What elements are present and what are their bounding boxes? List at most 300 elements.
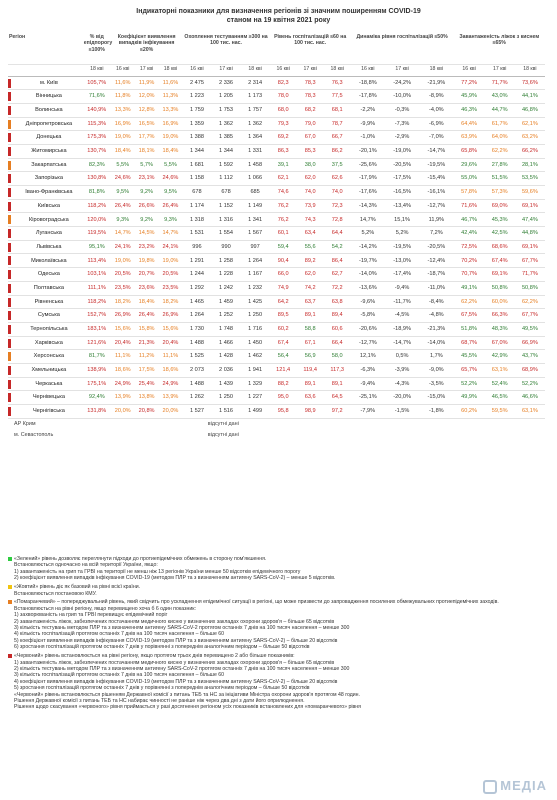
value-cell: -15,0% <box>419 391 453 405</box>
value-cell: 19,0% <box>159 254 183 268</box>
subheader-date: 18 кві <box>159 64 183 76</box>
value-cell: 74,0 <box>324 186 351 200</box>
value-cell: 66,7 <box>324 131 351 145</box>
value-cell: 1 205 <box>212 90 241 104</box>
table-row <box>8 103 545 117</box>
value-cell: 19,8% <box>135 254 159 268</box>
table-row <box>8 240 545 254</box>
value-cell: 9,5% <box>159 186 183 200</box>
value-cell: -2,2% <box>351 103 385 117</box>
value-cell: 20,0% <box>159 405 183 419</box>
value-cell: 74,9 <box>270 281 297 295</box>
value-cell: 1 488 <box>182 336 211 350</box>
value-cell: 46,3% <box>454 103 485 117</box>
value-cell: -10,0% <box>385 90 419 104</box>
value-cell: 24,1% <box>111 240 135 254</box>
value-cell: 16,9% <box>111 117 135 131</box>
value-cell: 20,8% <box>135 405 159 419</box>
value-cell: -24,2% <box>385 76 419 90</box>
value-cell: 1 499 <box>241 405 270 419</box>
value-cell: 1 264 <box>182 309 211 323</box>
value-cell: 1 554 <box>212 227 241 241</box>
value-cell: 17,7% <box>135 131 159 145</box>
value-cell: -17,6% <box>351 186 385 200</box>
value-cell: 14,7% <box>351 213 385 227</box>
value-cell: 140,9% <box>83 103 111 117</box>
value-cell: 1 730 <box>182 322 211 336</box>
table-row <box>8 377 545 391</box>
title-line-1: Індикаторні показники для визначення регіонів зі значним поширенням COVID-19 <box>136 8 421 15</box>
legend-notes <box>8 556 548 713</box>
region-cell <box>8 213 83 227</box>
value-cell: 1 488 <box>182 377 211 391</box>
value-cell: 62,0 <box>297 268 324 282</box>
value-cell: 1 462 <box>241 350 270 364</box>
value-cell: 46,8% <box>515 103 545 117</box>
value-cell: 63,2% <box>515 131 545 145</box>
value-cell: 2 475 <box>182 76 211 90</box>
note-line: «Помаранчевий» – попереджувальний рівень, який свідчить про ускладнення епідемічної ситуації в регіоні, що може призвести до запровадження посилених обмежувальних протиепідемічних заходів. <box>14 599 499 606</box>
value-cell: 66,3% <box>485 309 515 323</box>
value-cell: 67,0 <box>297 131 324 145</box>
value-cell: -13,6% <box>351 281 385 295</box>
value-cell: 67,0% <box>485 336 515 350</box>
value-cell: 78,7 <box>324 117 351 131</box>
value-cell: 70,7% <box>454 268 485 282</box>
value-cell: 111,1% <box>83 281 111 295</box>
subheader-date: 18 кві <box>419 64 453 76</box>
region-name: Донецька <box>36 134 62 141</box>
value-cell: -12,7% <box>351 336 385 350</box>
value-cell: 1 262 <box>182 391 211 405</box>
value-cell: 18,4% <box>135 295 159 309</box>
value-cell: -11,0% <box>419 281 453 295</box>
value-cell: 7,2% <box>419 227 453 241</box>
value-cell: 117,3 <box>324 363 351 377</box>
value-cell: 73,9 <box>297 199 324 213</box>
value-cell: -20,5% <box>419 240 453 254</box>
value-cell: 18,2% <box>159 295 183 309</box>
value-cell: -25,6% <box>351 158 385 172</box>
value-cell: -13,0% <box>385 254 419 268</box>
value-cell: 1 439 <box>212 377 241 391</box>
value-cell: 63,4 <box>297 227 324 241</box>
value-cell: -12,7% <box>419 199 453 213</box>
value-cell: 67,1 <box>297 336 324 350</box>
value-cell: -18,8% <box>351 76 385 90</box>
value-cell: 58,0 <box>324 350 351 364</box>
note-line: 2) завантаженість ліжок, забезпечених постачанням медичного кисню у визначених закладах охорони здоров'я – більше 65 відсотків <box>14 618 335 625</box>
value-cell: 1 149 <box>241 199 270 213</box>
value-cell: 46,7% <box>454 213 485 227</box>
value-cell: 1 362 <box>212 117 241 131</box>
value-cell: 86,2 <box>324 144 351 158</box>
value-cell: 95,1% <box>83 240 111 254</box>
value-cell: -1,8% <box>419 405 453 419</box>
zone-marker <box>8 229 11 238</box>
value-cell: 68,9% <box>515 363 545 377</box>
table-row <box>8 350 545 364</box>
note-line: 3) кількість госпіталізацій протягом останніх 7 днів на 100 тисяч населення – більше 60 <box>14 672 225 679</box>
value-cell: 1 567 <box>241 227 270 241</box>
value-cell: -21,9% <box>419 76 453 90</box>
value-cell: 38,0 <box>297 158 324 172</box>
value-cell: 18,4% <box>111 144 135 158</box>
value-cell: 12,1% <box>351 350 385 364</box>
zone-marker <box>8 202 11 211</box>
value-cell: 26,9% <box>111 309 135 323</box>
value-cell: -16,5% <box>385 186 419 200</box>
value-cell: -3,5% <box>419 377 453 391</box>
value-cell: 11,1% <box>159 350 183 364</box>
value-cell: 26,4% <box>111 199 135 213</box>
value-cell: -9,4% <box>385 281 419 295</box>
value-cell: 89,1 <box>297 309 324 323</box>
absent-rows <box>8 418 545 440</box>
zone-marker <box>8 339 11 348</box>
value-cell: 18,2% <box>111 295 135 309</box>
value-cell: 118,2% <box>83 295 111 309</box>
value-cell: 1 331 <box>241 144 270 158</box>
value-cell: 64,2 <box>270 295 297 309</box>
value-cell: 66,4 <box>324 336 351 350</box>
region-name: Миколаївська <box>31 257 67 264</box>
no-data-text: відсутні дані <box>207 420 239 427</box>
value-cell: 20,4% <box>111 336 135 350</box>
value-cell: 44,7% <box>485 103 515 117</box>
value-cell: 1 364 <box>241 131 270 145</box>
table-row <box>8 309 545 323</box>
region-cell <box>8 405 83 419</box>
value-cell: 1 428 <box>212 350 241 364</box>
value-cell: 1 459 <box>212 295 241 309</box>
region-cell <box>8 309 83 323</box>
value-cell: 81,7% <box>83 350 111 364</box>
value-cell: 20,5% <box>111 268 135 282</box>
table-row <box>8 117 545 131</box>
value-cell: 78,3 <box>297 90 324 104</box>
value-cell: 89,4 <box>324 309 351 323</box>
value-cell: 1 941 <box>241 363 270 377</box>
zone-marker <box>8 393 11 402</box>
value-cell: 23,5% <box>159 281 183 295</box>
zone-marker <box>8 311 11 320</box>
note-line: «Зелений» рівень дозволяє переглянути підходи до протиепідемічних обмежень в сторону пом'якшення. <box>14 556 267 562</box>
region-cell <box>8 144 83 158</box>
subheader-empty <box>8 64 83 76</box>
value-cell: 2 336 <box>212 76 241 90</box>
value-cell: 68,7% <box>454 336 485 350</box>
value-cell: -19,7% <box>351 254 385 268</box>
page-title <box>0 7 557 25</box>
table-row <box>8 131 545 145</box>
region-cell <box>8 363 83 377</box>
value-cell: -19,5% <box>385 240 419 254</box>
value-cell: 69,2 <box>270 131 297 145</box>
value-cell: 26,6% <box>135 199 159 213</box>
note-line: 5) зростання госпіталізацій протягом останніх 7 днів у порівнянні з попереднім аналогічним періодом – більше 50 відсотків <box>14 685 310 692</box>
value-cell: 46,5% <box>485 391 515 405</box>
region-cell <box>8 131 83 145</box>
value-cell: 1 318 <box>182 213 211 227</box>
region-name: Черкаська <box>35 380 63 387</box>
value-cell: 15,1% <box>385 213 419 227</box>
value-cell: 131,8% <box>83 405 111 419</box>
value-cell: 685 <box>241 186 270 200</box>
region-name: Івано-Франківська <box>25 189 73 196</box>
value-cell: 119,5% <box>83 227 111 241</box>
value-cell: 1 516 <box>212 405 241 419</box>
value-cell: 11,9% <box>135 76 159 90</box>
value-cell: -14,2% <box>351 240 385 254</box>
value-cell: 64,4 <box>324 227 351 241</box>
value-cell: 9,2% <box>135 213 159 227</box>
value-cell: 55,6 <box>297 240 324 254</box>
value-cell: 19,0% <box>111 131 135 145</box>
value-cell: 59,4 <box>270 240 297 254</box>
value-cell: 62,2% <box>485 144 515 158</box>
value-cell: -14,7% <box>419 144 453 158</box>
value-cell: 1 167 <box>241 268 270 282</box>
value-cell: 1 362 <box>241 117 270 131</box>
value-cell: 95,8 <box>270 405 297 419</box>
value-cell: 69,0% <box>485 199 515 213</box>
value-cell: 56,4 <box>270 350 297 364</box>
region-name: Хмельницька <box>31 367 67 374</box>
zone-marker <box>8 188 11 197</box>
value-cell: 11,1% <box>111 350 135 364</box>
value-cell: 121,6% <box>83 336 111 350</box>
value-cell: 60,2% <box>454 405 485 419</box>
value-cell: 45,3% <box>485 213 515 227</box>
zone-marker <box>8 106 11 115</box>
value-cell: -4,3% <box>385 377 419 391</box>
value-cell: 55,0% <box>454 172 485 186</box>
value-cell: 43,7% <box>515 350 545 364</box>
value-cell: 60,1 <box>270 227 297 241</box>
note-red <box>8 653 548 711</box>
value-cell: 21,3% <box>135 336 159 350</box>
region-name: Чернігівська <box>32 408 65 415</box>
table-row <box>8 336 545 350</box>
subheader-date: 17 кві <box>297 64 324 76</box>
value-cell: 119,4 <box>297 363 324 377</box>
note-line: 5) коефіцієнт виявлення випадків інфікування COVID-19 (методом ПЛР та з визначенням антигену SARS-CoV-2) – більше 20 відсотків <box>14 637 338 644</box>
value-cell: 68,6% <box>485 240 515 254</box>
note-line: 3) кількість тестувань методом ПЛР та з визначенням антигену SARS-CoV-2 протягом останніх 7 днів на 100 тисяч населення – менше 300 <box>14 625 350 632</box>
value-cell: 28,1% <box>515 158 545 172</box>
value-cell: 86,4 <box>324 254 351 268</box>
note-line: 1) завантаженість на грип та ГРВІ на території не менш ніж 13 регіонів України менше 50 відсотків епідемічного порогу <box>14 568 301 575</box>
region-cell <box>8 240 83 254</box>
value-cell: -14,0% <box>419 336 453 350</box>
value-cell: 61,7% <box>485 117 515 131</box>
value-cell: 63,8 <box>324 295 351 309</box>
value-cell: 65,7% <box>454 363 485 377</box>
value-cell: 678 <box>212 186 241 200</box>
value-cell: 1 425 <box>241 295 270 309</box>
region-name: Рівненська <box>34 298 64 305</box>
value-cell: 63,7 <box>297 295 324 309</box>
header-detection-rate: Коефіцієнт виявлення випадків інфікування ≤20% <box>111 34 183 64</box>
zone-square-icon <box>8 600 12 604</box>
value-cell: 11,3% <box>159 90 183 104</box>
value-cell: 59,5% <box>485 405 515 419</box>
region-cell <box>8 336 83 350</box>
value-cell: 1,7% <box>419 350 453 364</box>
value-cell: 152,7% <box>83 309 111 323</box>
logo-icon <box>483 780 497 794</box>
value-cell: 62,1 <box>270 172 297 186</box>
note-line: Встановлюється постановою КМУ. <box>14 590 97 597</box>
note-yellow <box>8 584 548 597</box>
value-cell: 24,9% <box>111 377 135 391</box>
value-cell: 66,9% <box>515 336 545 350</box>
value-cell: 71,7% <box>485 76 515 90</box>
zone-square-icon <box>8 654 12 658</box>
region-name: Київська <box>37 202 60 209</box>
region-name: м. Севастополь <box>14 431 54 438</box>
value-cell: 64,0% <box>485 131 515 145</box>
value-cell: 72,8 <box>324 213 351 227</box>
value-cell: 63,9% <box>454 131 485 145</box>
value-cell: 52,4% <box>485 377 515 391</box>
value-cell: 118,2% <box>83 199 111 213</box>
value-cell: 9,2% <box>135 186 159 200</box>
value-cell: 70,2% <box>454 254 485 268</box>
value-cell: -6,9% <box>419 117 453 131</box>
value-cell: 60,2 <box>270 322 297 336</box>
table-row <box>8 213 545 227</box>
zone-marker <box>8 133 11 142</box>
region-name: Одеська <box>37 271 60 278</box>
value-cell: 1 158 <box>182 172 211 186</box>
region-cell <box>8 391 83 405</box>
value-cell: 71,6% <box>454 199 485 213</box>
value-cell: 45,9% <box>454 90 485 104</box>
value-cell: 54,2 <box>324 240 351 254</box>
region-cell <box>8 158 83 172</box>
value-cell: 11,6% <box>111 76 135 90</box>
region-cell <box>8 227 83 241</box>
zone-marker <box>8 270 11 279</box>
zone-marker <box>8 366 11 375</box>
value-cell: -17,8% <box>351 90 385 104</box>
region-cell <box>8 377 83 391</box>
zone-marker <box>8 215 11 224</box>
value-cell: 175,1% <box>83 377 111 391</box>
value-cell: 63,1% <box>485 363 515 377</box>
value-cell: -12,4% <box>419 254 453 268</box>
value-cell: 2 073 <box>182 363 211 377</box>
value-cell: -9,4% <box>351 377 385 391</box>
value-cell: 1 466 <box>212 336 241 350</box>
note-line: «Жовтий» рівень діє як базовий на рівні всієї країни. <box>14 584 141 591</box>
header-hospitalization-dynamics: Динаміка рівня госпіталізацій ≤50% <box>351 34 454 64</box>
region-name: Полтавська <box>33 284 64 291</box>
value-cell: 1 066 <box>241 172 270 186</box>
note-line: «Червоний» рівень встановлюється рішенням Державної комісії з питань ТЕБ та НС за ініціативи Міністра охорони здоров'я протягом 48 годин. <box>14 691 360 698</box>
value-cell: 24,6% <box>111 172 135 186</box>
subheader-date: 18 кві <box>241 64 270 76</box>
value-cell: 9,3% <box>111 213 135 227</box>
value-cell: 24,9% <box>159 377 183 391</box>
region-name: Запорізька <box>34 175 63 182</box>
note-line: Рішення щодо скасування «червоного» рівня приймається у разі досягнення регіоном усіх показників встановлених для «помаранчевого» рівня <box>14 704 361 711</box>
value-cell: 78,3 <box>297 76 324 90</box>
value-cell: 20,7% <box>135 268 159 282</box>
zone-marker <box>8 161 11 170</box>
zone-marker <box>8 352 11 361</box>
value-cell: 1 112 <box>212 172 241 186</box>
table-body <box>8 76 545 418</box>
value-cell: 23,2% <box>135 240 159 254</box>
value-cell: 1 527 <box>182 405 211 419</box>
value-cell: 59,6% <box>515 186 545 200</box>
value-cell: 9,5% <box>111 186 135 200</box>
value-cell: -17,9% <box>351 172 385 186</box>
value-cell: 52,2% <box>515 377 545 391</box>
value-cell: 18,6% <box>159 363 183 377</box>
value-cell: 39,1 <box>270 158 297 172</box>
value-cell: 13,8% <box>135 391 159 405</box>
value-cell: 74,0 <box>297 186 324 200</box>
region-name: Житомирська <box>31 148 67 155</box>
value-cell: 44,1% <box>515 90 545 104</box>
value-cell: 23,6% <box>135 281 159 295</box>
value-cell: 51,8% <box>454 322 485 336</box>
watermark-logo <box>483 779 547 794</box>
value-cell: 11,2% <box>135 350 159 364</box>
value-cell: 42,4% <box>454 227 485 241</box>
value-cell: 37,5 <box>324 158 351 172</box>
value-cell: -20,0% <box>385 391 419 405</box>
zone-marker <box>8 92 11 101</box>
value-cell: 67,7% <box>515 309 545 323</box>
region-name: м. Київ <box>39 79 58 86</box>
value-cell: 89,1 <box>324 377 351 391</box>
value-cell: 23,1% <box>135 172 159 186</box>
value-cell: 1 250 <box>212 391 241 405</box>
value-cell: 66,0 <box>270 268 297 282</box>
subheader-date: 18 кві <box>324 64 351 76</box>
header-region: Регіон <box>8 34 83 64</box>
table-row <box>8 227 545 241</box>
table-row <box>8 199 545 213</box>
value-cell: -20,1% <box>351 144 385 158</box>
region-name: Вінницька <box>35 93 62 100</box>
value-cell: 105,7% <box>83 76 111 90</box>
note-line: 2) кількість тестувань методом ПЛР та з визначенням антигену SARS-CoV-2 протягом останніх 7 днів на 100 тисяч населення – менше 300 <box>14 666 350 672</box>
value-cell: 138,9% <box>83 363 111 377</box>
value-cell: -14,3% <box>351 199 385 213</box>
value-cell: 16,5% <box>135 117 159 131</box>
value-cell: 1 757 <box>241 103 270 117</box>
value-cell: 5,7% <box>135 158 159 172</box>
region-name: Кіровоградська <box>29 216 69 223</box>
value-cell: 1 232 <box>241 281 270 295</box>
value-cell: 89,2 <box>297 254 324 268</box>
zone-marker <box>8 79 11 88</box>
value-cell: 71,6% <box>83 90 111 104</box>
header-epid-threshold: % від епідпорогу ≤100% <box>83 34 111 64</box>
value-cell: 17,5% <box>135 363 159 377</box>
value-cell: 67,7% <box>515 254 545 268</box>
value-cell: 14,5% <box>135 227 159 241</box>
value-cell: 92,4% <box>83 391 111 405</box>
value-cell: 9,3% <box>159 213 183 227</box>
value-cell: 43,0% <box>485 90 515 104</box>
